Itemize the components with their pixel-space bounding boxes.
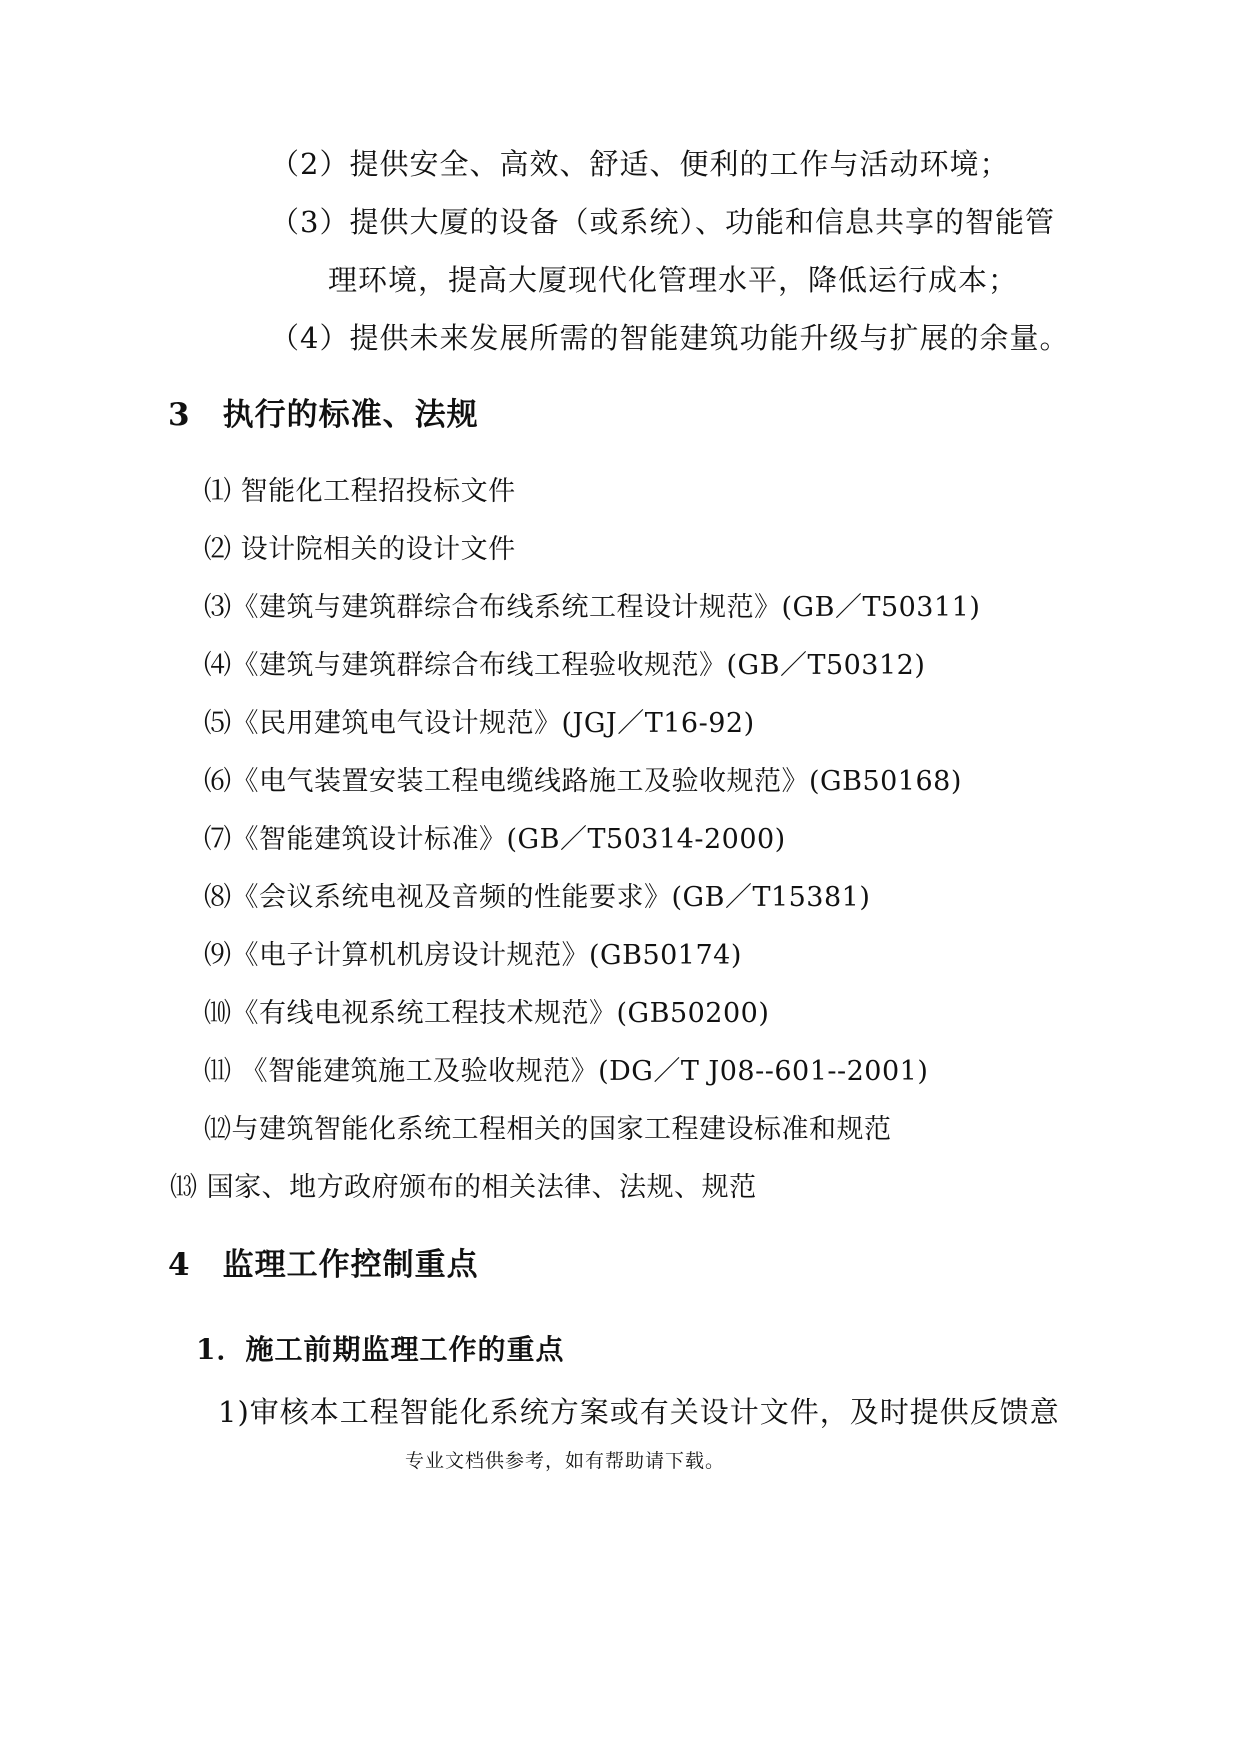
standard-item-2: ⑵ 设计院相关的设计文件 (204, 534, 516, 565)
standard-item-5: ⑸《民用建筑电气设计规范》(JGJ／T16-92) (204, 708, 755, 739)
standard-item-1: ⑴ 智能化工程招投标文件 (204, 476, 516, 507)
page-footer: 专业文档供参考，如有帮助请下载。 (405, 1450, 726, 1472)
standard-item-10: ⑽《有线电视系统工程技术规范》(GB50200) (204, 998, 770, 1029)
standard-item-12: ⑿与建筑智能化系统工程相关的国家工程建设标准和规范 (204, 1114, 892, 1145)
standard-item-4: ⑷《建筑与建筑群综合布线工程验收规范》(GB／T50312) (204, 650, 926, 681)
objective-item-3-continued: 理环境，提高大厦现代化管理水平，降低运行成本； (328, 263, 1019, 297)
standard-item-9: ⑼《电子计算机机房设计规范》(GB50174) (204, 940, 742, 971)
objective-item-4: （4）提供未来发展所需的智能建筑功能升级与扩展的余量。 (270, 321, 1070, 355)
subsection-1-item-1: 1)审核本工程智能化系统方案或有关设计文件，及时提供反馈意 (218, 1395, 1060, 1429)
section-3-heading: 3 执行的标准、法规 (168, 397, 479, 433)
standard-item-8: ⑻《会议系统电视及音频的性能要求》(GB／T15381) (204, 882, 871, 913)
section-4-heading: 4 监理工作控制重点 (168, 1247, 479, 1283)
subsection-1-heading: 1．施工前期监理工作的重点 (196, 1333, 565, 1366)
standard-item-3: ⑶《建筑与建筑群综合布线系统工程设计规范》(GB／T50311) (204, 592, 981, 623)
standard-item-11: ⑾ 《智能建筑施工及验收规范》(DG／T J08--601--2001) (204, 1056, 929, 1087)
objective-item-2: （2）提供安全、高效、舒适、便利的工作与活动环境； (270, 147, 1010, 181)
standard-item-6: ⑹《电气装置安装工程电缆线路施工及验收规范》(GB50168) (204, 766, 962, 797)
objective-item-3: （3）提供大厦的设备（或系统）、功能和信息共享的智能管 (270, 205, 1055, 239)
standard-item-7: ⑺《智能建筑设计标准》(GB／T50314-2000) (204, 824, 786, 855)
standard-item-13: ⒀ 国家、地方政府颁布的相关法律、法规、规范 (170, 1172, 757, 1203)
